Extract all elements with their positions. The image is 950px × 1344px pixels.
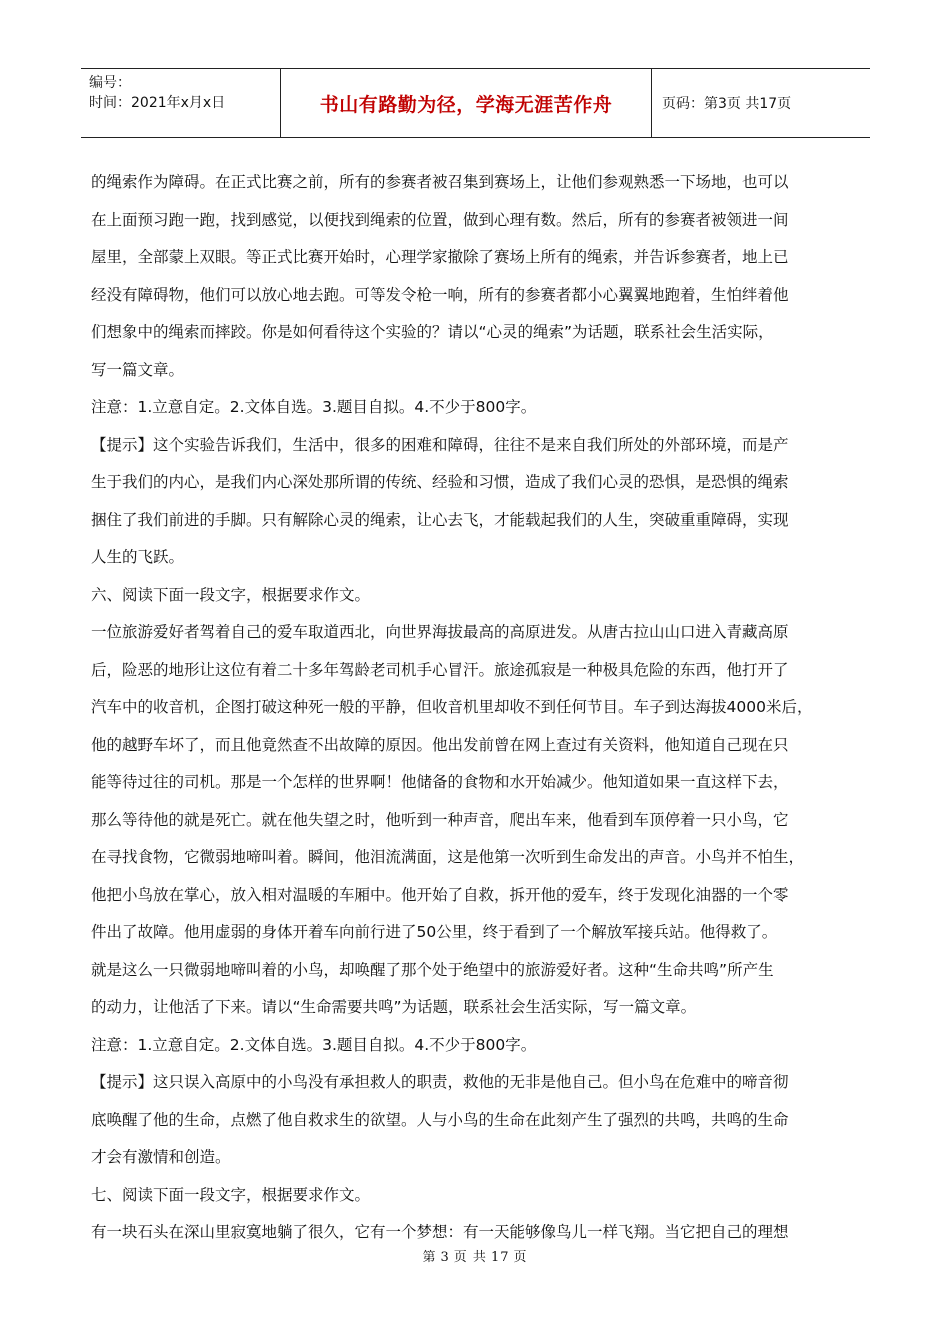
- text-line: 注意：1.立意自定。2.文体自选。3.题目自拟。4.不少于800字。: [91, 398, 537, 416]
- text-line: 【提示】这个实验告诉我们，生活中，很多的困难和障碍，往往不是来自我们所处的外部环境，而是产: [91, 435, 789, 454]
- text-line: 就是这么一只微弱地啼叫着的小鸟，却唤醒了那个处于绝望中的旅游爱好者。这种“生命共鸣”所产生: [91, 960, 774, 979]
- text-line: 那么等待他的就是死亡。就在他失望之时，他听到一种声音，爬出车来，他看到车顶停着一只小鸟，它: [91, 810, 789, 829]
- header-meta: [81, 69, 280, 137]
- text-line: 能等待过往的司机。那是一个怎样的世界啊！他储备的食物和水开始减少。他知道如果一直这样下去，: [91, 773, 789, 791]
- text-line: 后，险恶的地形让这位有着二十多年驾龄老司机手心冒汗。旅途孤寂是一种极具危险的东西，他打开了: [91, 660, 789, 679]
- text-line: 们想象中的绳索而摔跤。你是如何看待这个实验的？请以“心灵的绳索”为话题，联系社会生活实际，: [91, 323, 774, 341]
- text-line: 在寻找食物，它微弱地啼叫着。瞬间，他泪流满面，这是他第一次听到生命发出的声音。小鸟并不怕生，: [91, 848, 805, 866]
- text-line: 生于我们的内心，是我们内心深处那所谓的传统、经验和习惯，造成了我们心灵的恐惧，是恐惧的绳索: [91, 473, 789, 491]
- text-line: 才会有激情和创造。: [91, 1148, 231, 1166]
- page-header: [81, 68, 870, 138]
- text-line: 写一篇文章。: [91, 360, 185, 379]
- text-line: 屋里，全部蒙上双眼。等正式比赛开始时，心理学家撤除了赛场上所有的绳索，并告诉参赛者，地上已: [91, 248, 789, 266]
- page-footer: [0, 1246, 950, 1265]
- header-page-info: 页码：第3页 共17页: [662, 96, 792, 112]
- footer-suffix: 页: [513, 1250, 528, 1265]
- text-line: 的动力，让他活了下来。请以“生命需要共鸣”为话题，联系社会生活实际，写一篇文章。: [91, 998, 697, 1016]
- text-line: 的绳索作为障碍。在正式比赛之前，所有的参赛者被召集到赛场上，让他们参观熟悉一下场地，也可以: [91, 173, 789, 191]
- document-date-label: 时间：2021年x月x日: [89, 95, 226, 111]
- header-motto: 书山有路勤为径，学海无涯苦作舟: [280, 69, 652, 137]
- text-line: 他把小鸟放在掌心，放入相对温暖的车厢中。他开始了自救，拆开他的爱车，终于发现化油器的一个零: [91, 885, 789, 904]
- text-line: 【提示】这只误入高原中的小鸟没有承担救人的职责，救他的无非是他自己。但小鸟在危难中的啼音彻: [91, 1073, 789, 1091]
- footer-mid: 页 共: [453, 1250, 487, 1265]
- footer-prefix: 第: [422, 1250, 437, 1265]
- text-line: 经没有障碍物，他们可以放心地去跑。可等发令枪一响，所有的参赛者都小心翼翼地跑着，生怕绊着他: [91, 285, 789, 304]
- text-line: 一位旅游爱好者驾着自己的爱车取道西北，向世界海拔最高的高原进发。从唐古拉山山口进入青藏高原: [91, 623, 789, 641]
- text-line: 他的越野车坏了，而且他竟然查不出故障的原因。他出发前曾在网上查过有关资料，他知道自己现在只: [91, 735, 789, 754]
- footer-total-pages: 17: [490, 1250, 510, 1265]
- text-line: 有一块石头在深山里寂寞地躺了很久，它有一个梦想：有一天能够像鸟儿一样飞翔。当它把自己的理想: [91, 1223, 789, 1241]
- document-number-label: 编号：: [89, 75, 131, 91]
- text-line: 七、阅读下面一段文字，根据要求作文。: [91, 1185, 371, 1204]
- footer-page-number: 3: [440, 1250, 450, 1265]
- text-line: 捆住了我们前进的手脚。只有解除心灵的绳索，让心去飞，才能载起我们的人生，突破重重障碍，实现: [91, 510, 789, 529]
- text-line: 六、阅读下面一段文字，根据要求作文。: [91, 585, 371, 604]
- text-line: 人生的飞跃。: [91, 548, 185, 566]
- text-line: 注意：1.立意自定。2.文体自选。3.题目自拟。4.不少于800字。: [91, 1035, 537, 1054]
- text-line: 在上面预习跑一跑，找到感觉，以便找到绳索的位置，做到心理有数。然后，所有的参赛者被领进一间: [91, 210, 789, 229]
- text-line: 汽车中的收音机，企图打破这种死一般的平静，但收音机里却收不到任何节目。车子到达海拔4000米后，: [91, 698, 813, 716]
- text-line: 底唤醒了他的生命，点燃了他自救求生的欲望。人与小鸟的生命在此刻产生了强烈的共鸣，共鸣的生命: [91, 1110, 789, 1129]
- document-body: [91, 164, 851, 1252]
- text-line: 件出了故障。他用虚弱的身体开着车向前行进了50公里，终于看到了一个解放军接兵站。他得救了。: [91, 923, 778, 941]
